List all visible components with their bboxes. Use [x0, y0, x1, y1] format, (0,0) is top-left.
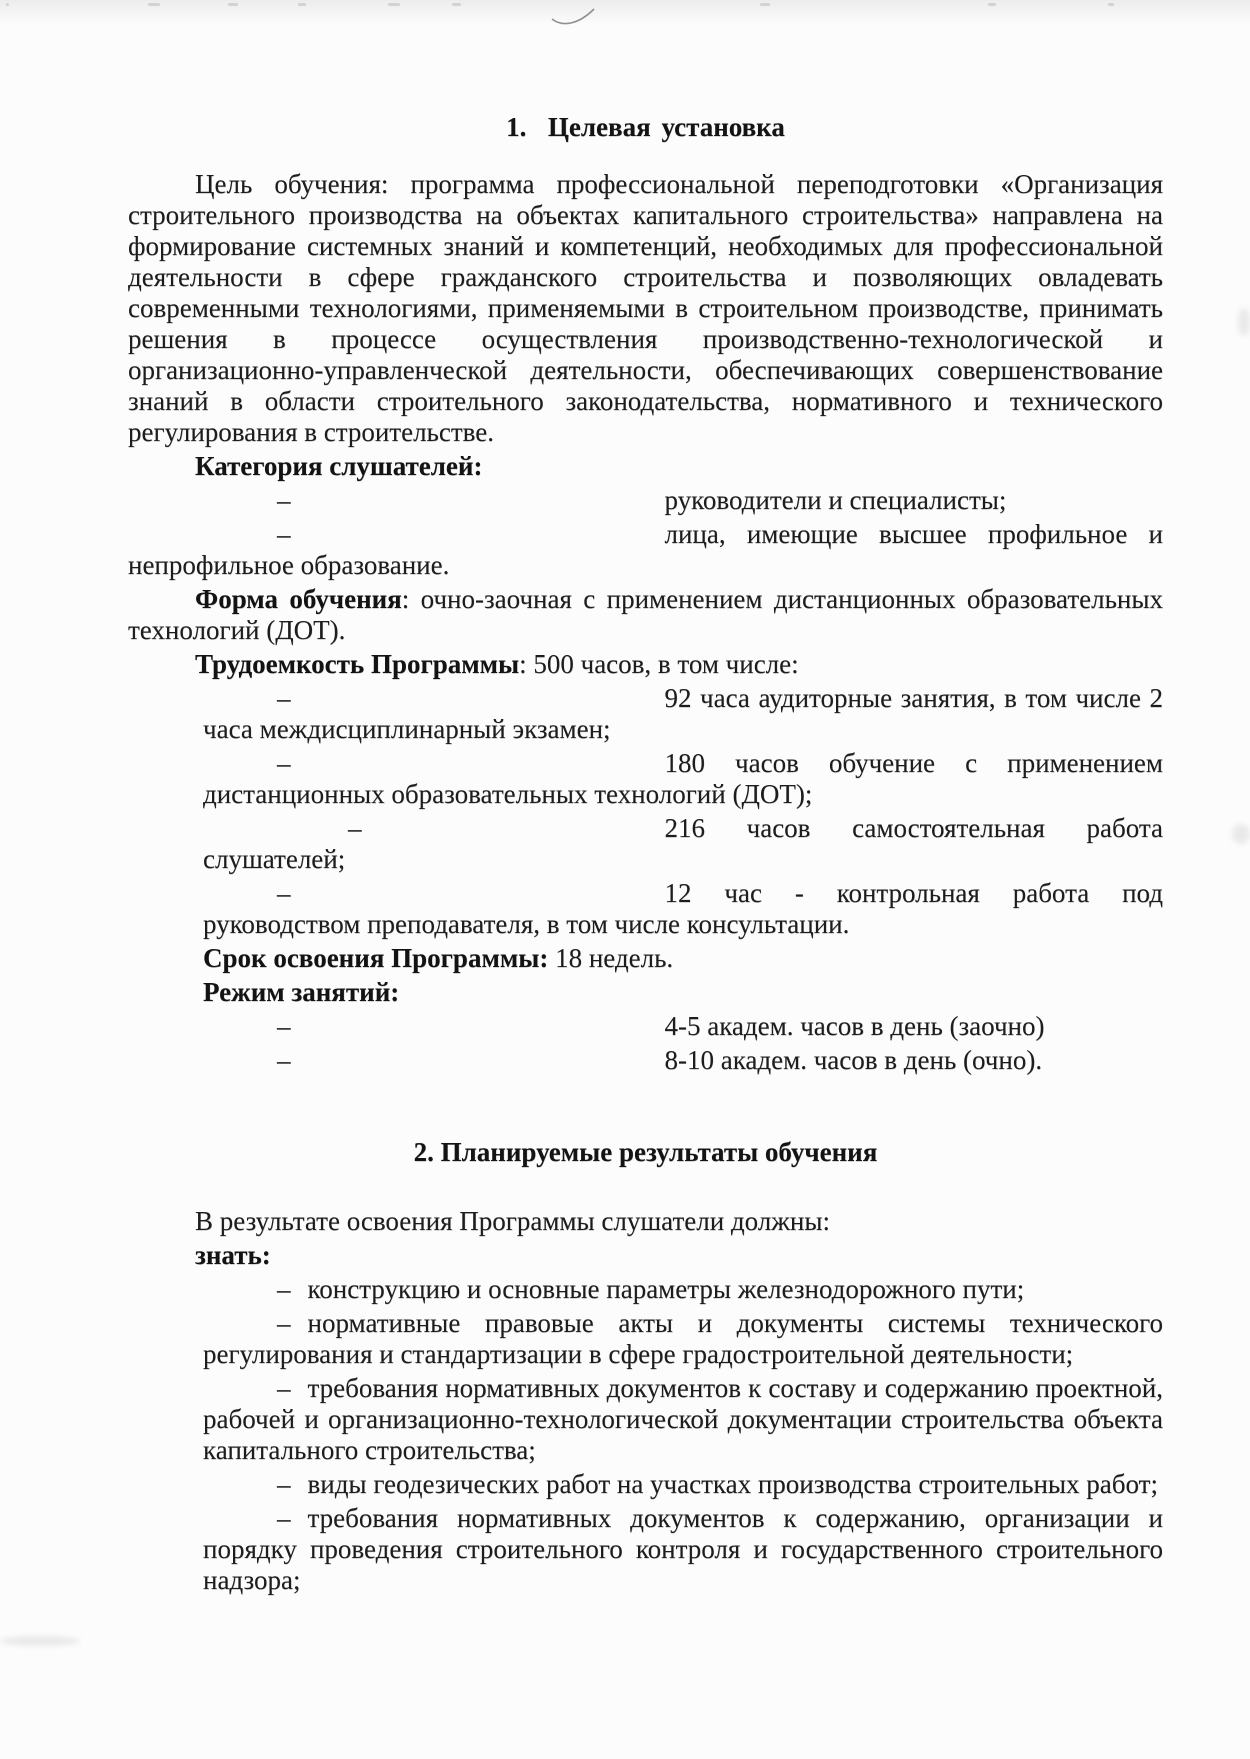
text-line: – требования нормативных документов к содержанию, организации и	[128, 1503, 1163, 1534]
schedule-label	[128, 977, 1163, 1008]
scan-artifact-top-band	[0, 0, 1250, 24]
list-dash-marker: –	[277, 1308, 291, 1338]
list-dash-marker: –	[348, 813, 362, 843]
bold-label: Трудоемкость Программы	[195, 649, 520, 679]
bold-label: Форма обучения	[195, 584, 402, 614]
list-dash-marker: –	[277, 1045, 291, 1075]
category-item-1	[128, 485, 1163, 516]
know-item-1	[128, 1274, 1163, 1305]
text-line: руководством преподавателя, в том числе консультации.	[203, 909, 850, 939]
text-line: регулирования в строительстве.	[128, 417, 494, 447]
text-line: регулирования и стандартизации в сфере градостроительной деятельности;	[203, 1339, 1074, 1369]
scan-artifact-smudge	[0, 1636, 80, 1646]
list-dash-marker: –	[277, 1011, 291, 1041]
tab-spacer	[291, 1296, 308, 1298]
tab-spacer	[291, 1395, 308, 1397]
workload-item-selfstudy	[128, 813, 1163, 875]
tab-spacer	[128, 541, 277, 543]
section-1-heading: 1. Целевая установка	[506, 112, 785, 142]
text-line: организационно-управленческой деятельности, обеспечивающих совершенствование	[128, 355, 1163, 385]
pen-squiggle-mark	[550, 5, 602, 31]
bold-label: Срок освоения Программы:	[203, 943, 549, 973]
text-line: – руководители и специалисты;	[128, 485, 1163, 516]
tab-spacer	[128, 1395, 277, 1397]
text-line: Форма обучения: очно-заочная с применением дистанционных образовательных	[195, 584, 1163, 614]
workload-item-dot	[128, 748, 1163, 810]
workload-item-auditory	[128, 683, 1163, 745]
tab-spacer	[128, 1491, 277, 1493]
text-line: порядку проведения строительного контроля и государственного строительного	[203, 1534, 1163, 1564]
scan-artifact-dash	[1108, 3, 1114, 6]
text-line: формирование системных знаний и компетенций, необходимых для профессиональной	[128, 231, 1163, 261]
schedule-item-zaochno	[128, 1011, 1163, 1042]
text-line: непрофильное образование.	[128, 550, 450, 580]
list-dash-marker: –	[277, 748, 291, 778]
tab-spacer	[128, 705, 277, 707]
text-line: рабочей и организационно-технологической документации строительства объекта	[203, 1404, 1163, 1434]
text-line	[128, 451, 1163, 482]
schedule-item-ochno	[128, 1045, 1163, 1076]
bold-label: Категория слушателей:	[195, 451, 483, 481]
know-item-3	[128, 1373, 1163, 1466]
tab-spacer	[291, 1330, 308, 1332]
text-line: – 216 часов самостоятельная работа	[128, 813, 1163, 844]
tab-spacer	[362, 835, 665, 837]
know-item-4	[128, 1469, 1163, 1500]
text-line: Срок освоения Программы: 18 недель.	[203, 943, 674, 973]
list-dash-marker: –	[277, 1503, 291, 1533]
tab-spacer	[128, 507, 277, 509]
text-line: надзора;	[203, 1565, 301, 1595]
category-label	[128, 451, 1163, 482]
text-line: современными технологиями, применяемыми в строительном производстве, принимать	[128, 293, 1163, 323]
tab-spacer	[291, 900, 665, 902]
list-dash-marker: –	[277, 878, 291, 908]
bold-label: знать:	[195, 1240, 271, 1270]
text-line: часа междисциплинарный экзамен;	[203, 714, 611, 744]
bold-label: Режим занятий:	[203, 977, 400, 1007]
tab-spacer	[128, 1525, 277, 1527]
text-line: слушателей;	[203, 844, 346, 874]
tab-spacer	[291, 507, 665, 509]
text-line: В результате освоения Программы слушатели должны:	[195, 1206, 831, 1236]
list-dash-marker: –	[277, 1469, 291, 1499]
tab-spacer	[128, 1067, 277, 1069]
document-content	[128, 112, 1163, 1596]
tab-spacer	[291, 1067, 665, 1069]
list-dash-marker: –	[277, 485, 291, 515]
scan-artifact-dash	[298, 3, 306, 6]
text-line	[128, 977, 1163, 1008]
text-line: – 180 часов обучение с применением	[128, 748, 1163, 779]
text-line	[128, 1240, 1163, 1271]
scan-artifact-dash	[228, 3, 238, 6]
text-line: строительного производства на объектах капитального строительства» направлена на	[128, 200, 1163, 230]
duration-line	[128, 943, 1163, 974]
tab-spacer	[128, 900, 277, 902]
list-dash-marker: –	[277, 519, 291, 549]
text-line: знаний в области строительного законодательства, нормативного и технического	[128, 386, 1163, 416]
text-line: технологий (ДОТ).	[128, 615, 346, 645]
tab-spacer	[291, 705, 665, 707]
know-item-5	[128, 1503, 1163, 1596]
tab-spacer	[128, 770, 277, 772]
scan-artifact-dash	[388, 3, 400, 6]
scan-artifact-smudge	[1232, 824, 1250, 844]
goal-paragraph	[128, 169, 1163, 448]
workload-item-control	[128, 878, 1163, 940]
section-2-heading: 2. Планируемые результаты обучения	[413, 1137, 878, 1167]
know-label	[128, 1240, 1163, 1271]
tab-spacer	[291, 1033, 665, 1035]
scan-artifact-smudge	[1238, 308, 1250, 336]
list-dash-marker: –	[277, 1274, 291, 1304]
text-line: – конструкцию и основные параметры железнодорожного пути;	[128, 1274, 1163, 1305]
category-item-2	[128, 519, 1163, 581]
scan-artifact-dash	[452, 3, 461, 6]
list-dash-marker: –	[277, 683, 291, 713]
scan-artifact-dash	[760, 3, 770, 6]
text-line: решения в процессе осуществления производственно-технологической и	[128, 324, 1163, 354]
text-line: – виды геодезических работ на участках производства строительных работ;	[128, 1469, 1163, 1500]
scan-artifact-dash	[148, 3, 160, 6]
tab-spacer	[128, 1033, 277, 1035]
tab-spacer	[291, 770, 665, 772]
tab-spacer	[291, 1525, 308, 1527]
tab-spacer	[128, 1296, 277, 1298]
workload-paragraph	[128, 649, 1163, 680]
text-line: Трудоемкость Программы: 500 часов, в том числе:	[195, 649, 799, 679]
scan-artifact-dot	[6, 3, 9, 6]
text-line: – 8-10 академ. часов в день (очно).	[128, 1045, 1163, 1076]
results-intro	[128, 1206, 1163, 1237]
text-line: – нормативные правовые акты и документы системы технического	[128, 1308, 1163, 1339]
text-line: – лица, имеющие высшее профильное и	[128, 519, 1163, 550]
text-line: деятельности в сфере гражданского строительства и позволяющих овладевать	[128, 262, 1163, 292]
text-line: дистанционных образовательных технологий (ДОТ);	[203, 779, 813, 809]
tab-spacer	[128, 1330, 277, 1332]
text-line: капитального строительства;	[203, 1435, 536, 1465]
know-item-2	[128, 1308, 1163, 1370]
study-form-paragraph	[128, 584, 1163, 646]
text-line: – 92 часа аудиторные занятия, в том числе 2	[128, 683, 1163, 714]
tab-spacer	[291, 541, 665, 543]
text-line: – требования нормативных документов к составу и содержанию проектной,	[128, 1373, 1163, 1404]
list-dash-marker: –	[277, 1373, 291, 1403]
text-line: Цель обучения: программа профессиональной переподготовки «Организация	[195, 169, 1163, 199]
tab-spacer	[128, 835, 348, 837]
text-line: – 12 час - контрольная работа под	[128, 878, 1163, 909]
text-line: – 4-5 академ. часов в день (заочно)	[128, 1011, 1163, 1042]
tab-spacer	[291, 1491, 308, 1493]
scan-artifact-dash	[988, 3, 996, 6]
